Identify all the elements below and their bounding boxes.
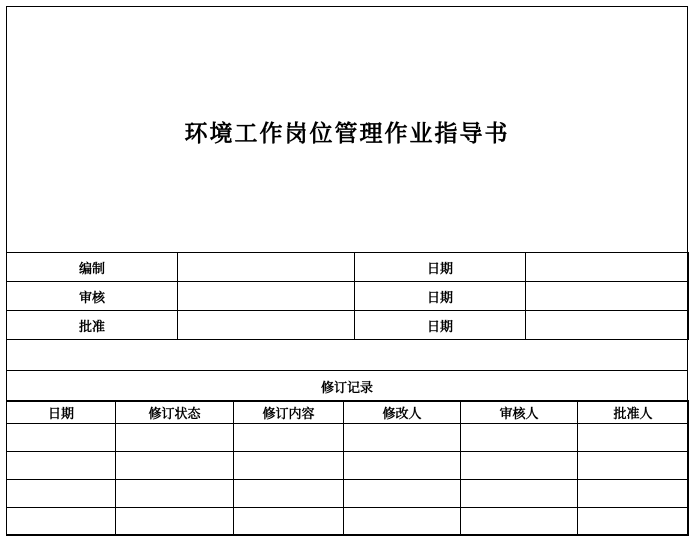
table-cell[interactable] (578, 452, 689, 480)
table-cell[interactable] (344, 424, 461, 452)
table-cell[interactable] (578, 508, 689, 536)
table-cell[interactable] (7, 480, 116, 508)
table-cell[interactable] (461, 480, 578, 508)
col-header-revision-content: 修订内容 (234, 401, 344, 424)
col-header-approved-by: 批准人 (578, 401, 689, 424)
table-cell[interactable] (116, 424, 234, 452)
table-cell[interactable] (7, 508, 116, 536)
document-sheet (6, 6, 688, 535)
title-block (7, 7, 687, 253)
col-header-reviewed-by: 审核人 (461, 401, 578, 424)
compiled-by-field[interactable] (178, 253, 355, 282)
table-cell[interactable] (234, 508, 344, 536)
table-cell[interactable] (461, 508, 578, 536)
table-cell[interactable] (461, 452, 578, 480)
table-cell[interactable] (234, 424, 344, 452)
table-cell[interactable] (234, 452, 344, 480)
col-header-date: 日期 (7, 401, 116, 424)
table-cell[interactable] (344, 480, 461, 508)
table-cell[interactable] (7, 452, 116, 480)
compiled-by-label: 编制 (7, 253, 178, 282)
date-label: 日期 (355, 282, 526, 311)
approval-row (7, 311, 689, 340)
reviewed-by-field[interactable] (178, 282, 355, 311)
approval-table (6, 252, 689, 340)
col-header-modified-by: 修改人 (344, 401, 461, 424)
table-cell[interactable] (578, 424, 689, 452)
table-row (7, 480, 689, 508)
table-row (7, 508, 689, 536)
table-cell[interactable] (116, 508, 234, 536)
revision-table (6, 400, 689, 536)
approved-date-field[interactable] (526, 311, 689, 340)
reviewed-date-field[interactable] (526, 282, 689, 311)
approved-by-field[interactable] (178, 311, 355, 340)
approved-by-label: 批准 (7, 311, 178, 340)
table-cell[interactable] (344, 508, 461, 536)
revision-header-row (7, 401, 689, 424)
compiled-date-field[interactable] (526, 253, 689, 282)
revision-title-table (6, 370, 688, 402)
reviewed-by-label: 审核 (7, 282, 178, 311)
table-cell[interactable] (116, 452, 234, 480)
document-title: 环境工作岗位管理作业指导书 (184, 120, 510, 147)
col-header-revision-status: 修订状态 (116, 401, 234, 424)
table-row (7, 452, 689, 480)
table-row (7, 424, 689, 452)
spacer-row-table (6, 339, 688, 371)
table-cell[interactable] (578, 480, 689, 508)
table-cell[interactable] (234, 480, 344, 508)
approval-row (7, 282, 689, 311)
approval-row (7, 253, 689, 282)
revision-record-title: 修订记录 (7, 371, 688, 402)
table-cell[interactable] (116, 480, 234, 508)
table-cell[interactable] (461, 424, 578, 452)
date-label: 日期 (355, 311, 526, 340)
table-cell[interactable] (7, 424, 116, 452)
date-label: 日期 (355, 253, 526, 282)
table-cell[interactable] (344, 452, 461, 480)
blank-row (7, 340, 688, 371)
